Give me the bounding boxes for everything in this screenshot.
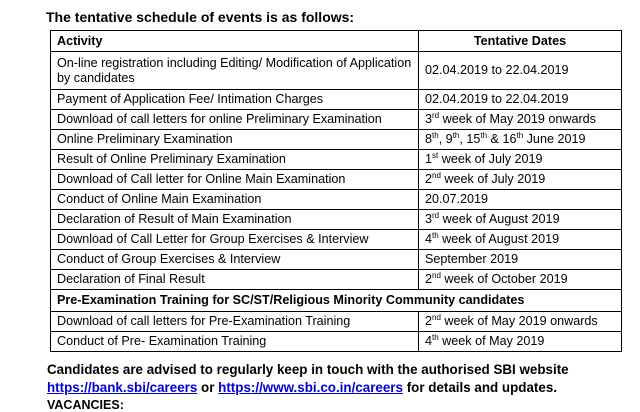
date-cell: 3rd week of August 2019 [419, 210, 622, 230]
activity-cell: Result of Online Preliminary Examination [51, 150, 419, 170]
column-header-dates: Tentative Dates [419, 31, 622, 52]
activity-cell: Online Preliminary Examination [51, 130, 419, 150]
column-header-activity: Activity [51, 31, 419, 52]
table-row [51, 90, 622, 110]
activity-cell: On-line registration including Editing/ Modification of Application by candidates [51, 52, 419, 90]
table-row [51, 332, 622, 352]
date-cell: 2nd week of May 2019 onwards [419, 312, 622, 332]
activity-cell: Payment of Application Fee/ Intimation Charges [51, 90, 419, 110]
date-cell: 3rd week of May 2019 onwards [419, 110, 622, 130]
link-sbi-co-in-careers[interactable]: https://www.sbi.co.in/careers [218, 380, 403, 395]
section-title: Pre-Examination Training for SC/ST/Religious Minority Community candidates [51, 290, 622, 312]
activity-cell: Conduct of Online Main Examination [51, 190, 419, 210]
table-row [51, 210, 622, 230]
activity-cell: Declaration of Result of Main Examination [51, 210, 419, 230]
section-row [51, 290, 622, 312]
table-row [51, 190, 622, 210]
date-cell: 1st week of July 2019 [419, 150, 622, 170]
date-cell: 02.04.2019 to 22.04.2019 [419, 52, 622, 90]
activity-cell: Conduct of Pre- Examination Training [51, 332, 419, 352]
date-cell: 02.04.2019 to 22.04.2019 [419, 90, 622, 110]
date-cell: September 2019 [419, 250, 622, 270]
date-cell: 2nd week of October 2019 [419, 270, 622, 290]
vacancies-heading: VACANCIES: [47, 398, 124, 412]
date-cell: 8th, 9th, 15th & 16th June 2019 [419, 130, 622, 150]
activity-cell: Declaration of Final Result [51, 270, 419, 290]
table-row [51, 52, 622, 90]
activity-cell: Conduct of Group Exercises & Interview [51, 250, 419, 270]
table-row [51, 110, 622, 130]
activity-cell: Download of Call Letter for Group Exercises & Interview [51, 230, 419, 250]
table-row [51, 312, 622, 332]
table-row [51, 230, 622, 250]
schedule-table [50, 30, 622, 352]
website-notice: Candidates are advised to regularly keep in touch with the authorised SBI website https://bank.sbi/careers or https://www.sbi.co.in/careers for details and updates. [47, 362, 569, 395]
date-cell: 2nd week of July 2019 [419, 170, 622, 190]
date-cell: 4th week of August 2019 [419, 230, 622, 250]
table-row [51, 150, 622, 170]
activity-cell: Download of Call letter for Online Main Examination [51, 170, 419, 190]
table-row [51, 270, 622, 290]
activity-cell: Download of call letters for Pre-Examination Training [51, 312, 419, 332]
link-bank-sbi-careers[interactable]: https://bank.sbi/careers [47, 380, 198, 395]
schedule-heading: The tentative schedule of events is as follows: [46, 9, 355, 25]
date-cell: 4th week of May 2019 [419, 332, 622, 352]
table-row [51, 170, 622, 190]
date-cell: 20.07.2019 [419, 190, 622, 210]
activity-cell: Download of call letters for online Preliminary Examination [51, 110, 419, 130]
table-row [51, 130, 622, 150]
table-row [51, 250, 622, 270]
